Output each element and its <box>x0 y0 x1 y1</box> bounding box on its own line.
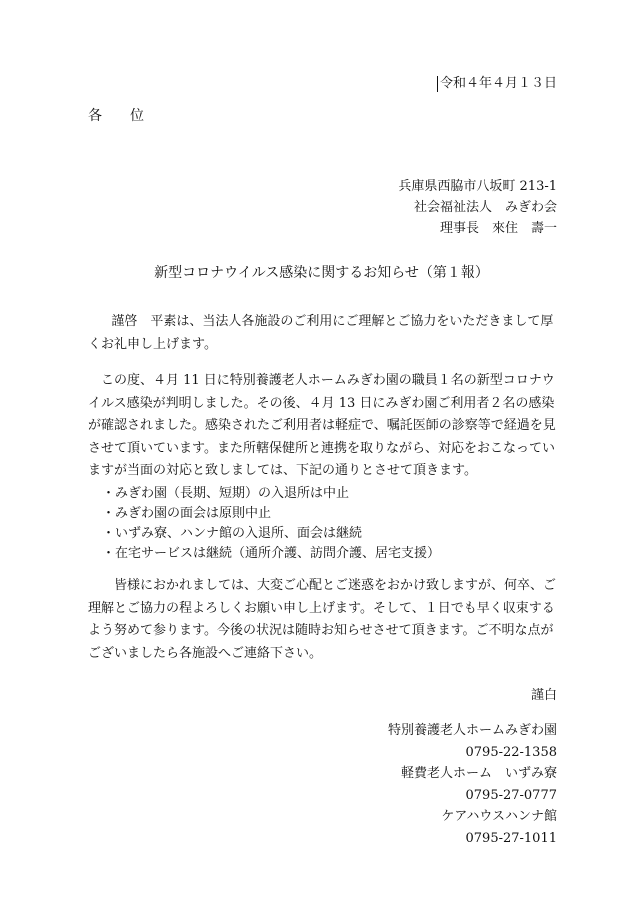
list-item: ・在宅サービスは継続（通所介護、訪問介護、居宅支援） <box>102 546 441 561</box>
greeting-paragraph: 謹啓 平素は、当法人各施設のご利用にご理解とご協力をいただきまして厚くお礼申し上げます。 <box>88 314 554 352</box>
sender-representative: 理事長 來住 壽一 <box>439 221 557 236</box>
document-date: 令和４年４月１３日 <box>437 76 557 92</box>
contact-phone-hanna: 0795-27-1011 <box>465 830 557 846</box>
closing-paragraph: 皆様におかれましては、大変ご心配とご迷惑をおかけ致しますが、何卒、ご理解とご協力の程よろしくお願い申し上げます。そして、１日でも早く収束するよう努めて参ります。今後の状況は随時お知らせさせて頂きます。ご不明な点がございましたら各施設へご連絡下さい。 <box>88 578 557 661</box>
sender-address: 兵庫県西脇市八坂町 213-1 <box>398 179 557 194</box>
contact-name-miigiwa: 特別養護老人ホームみぎわ園 <box>387 723 557 738</box>
contact-phone-migiwa: 0795-22-1358 <box>465 744 557 760</box>
contact-list <box>388 720 557 849</box>
measures-list <box>102 484 440 564</box>
sender-block <box>398 176 557 239</box>
contact-name-hanna: ケアハウスハンナ館 <box>441 809 557 824</box>
contact-phone-izumi: 0795-27-0777 <box>465 787 557 803</box>
list-item: ・みぎわ園（長期、短期）の入退所は中止 <box>102 486 350 501</box>
contact-name-izumi: 軽費老人ホーム いずみ寮 <box>400 766 557 781</box>
closing-word: 謹白 <box>530 688 557 703</box>
addressee: 各位 <box>88 108 172 124</box>
list-item: ・みぎわ園の面会は原則中止 <box>102 506 272 521</box>
sender-organization: 社会福祉法人 みぎわ会 <box>413 200 557 215</box>
notice-title: 新型コロナウイルス感染に関するお知らせ（第１報） <box>154 265 489 281</box>
list-item: ・いずみ寮、ハンナ館の入退所、面会は継続 <box>102 526 363 541</box>
body-paragraph: この度、４月 11 日に特別養護老人ホームみぎわ園の職員１名の新型コロナウイルス感染が判明しました。その後、４月 13 日にみぎわ園ご利用者２名の感染が確認されました。感染されたご利用者は軽症で、嘱託医師の診察等で経過を見させて頂いています。また所轄保健所と連携を取りながら、対応をおこなっていますが当面の対応と致しましては、下記の通りとさせて頂きます。 <box>88 373 556 478</box>
